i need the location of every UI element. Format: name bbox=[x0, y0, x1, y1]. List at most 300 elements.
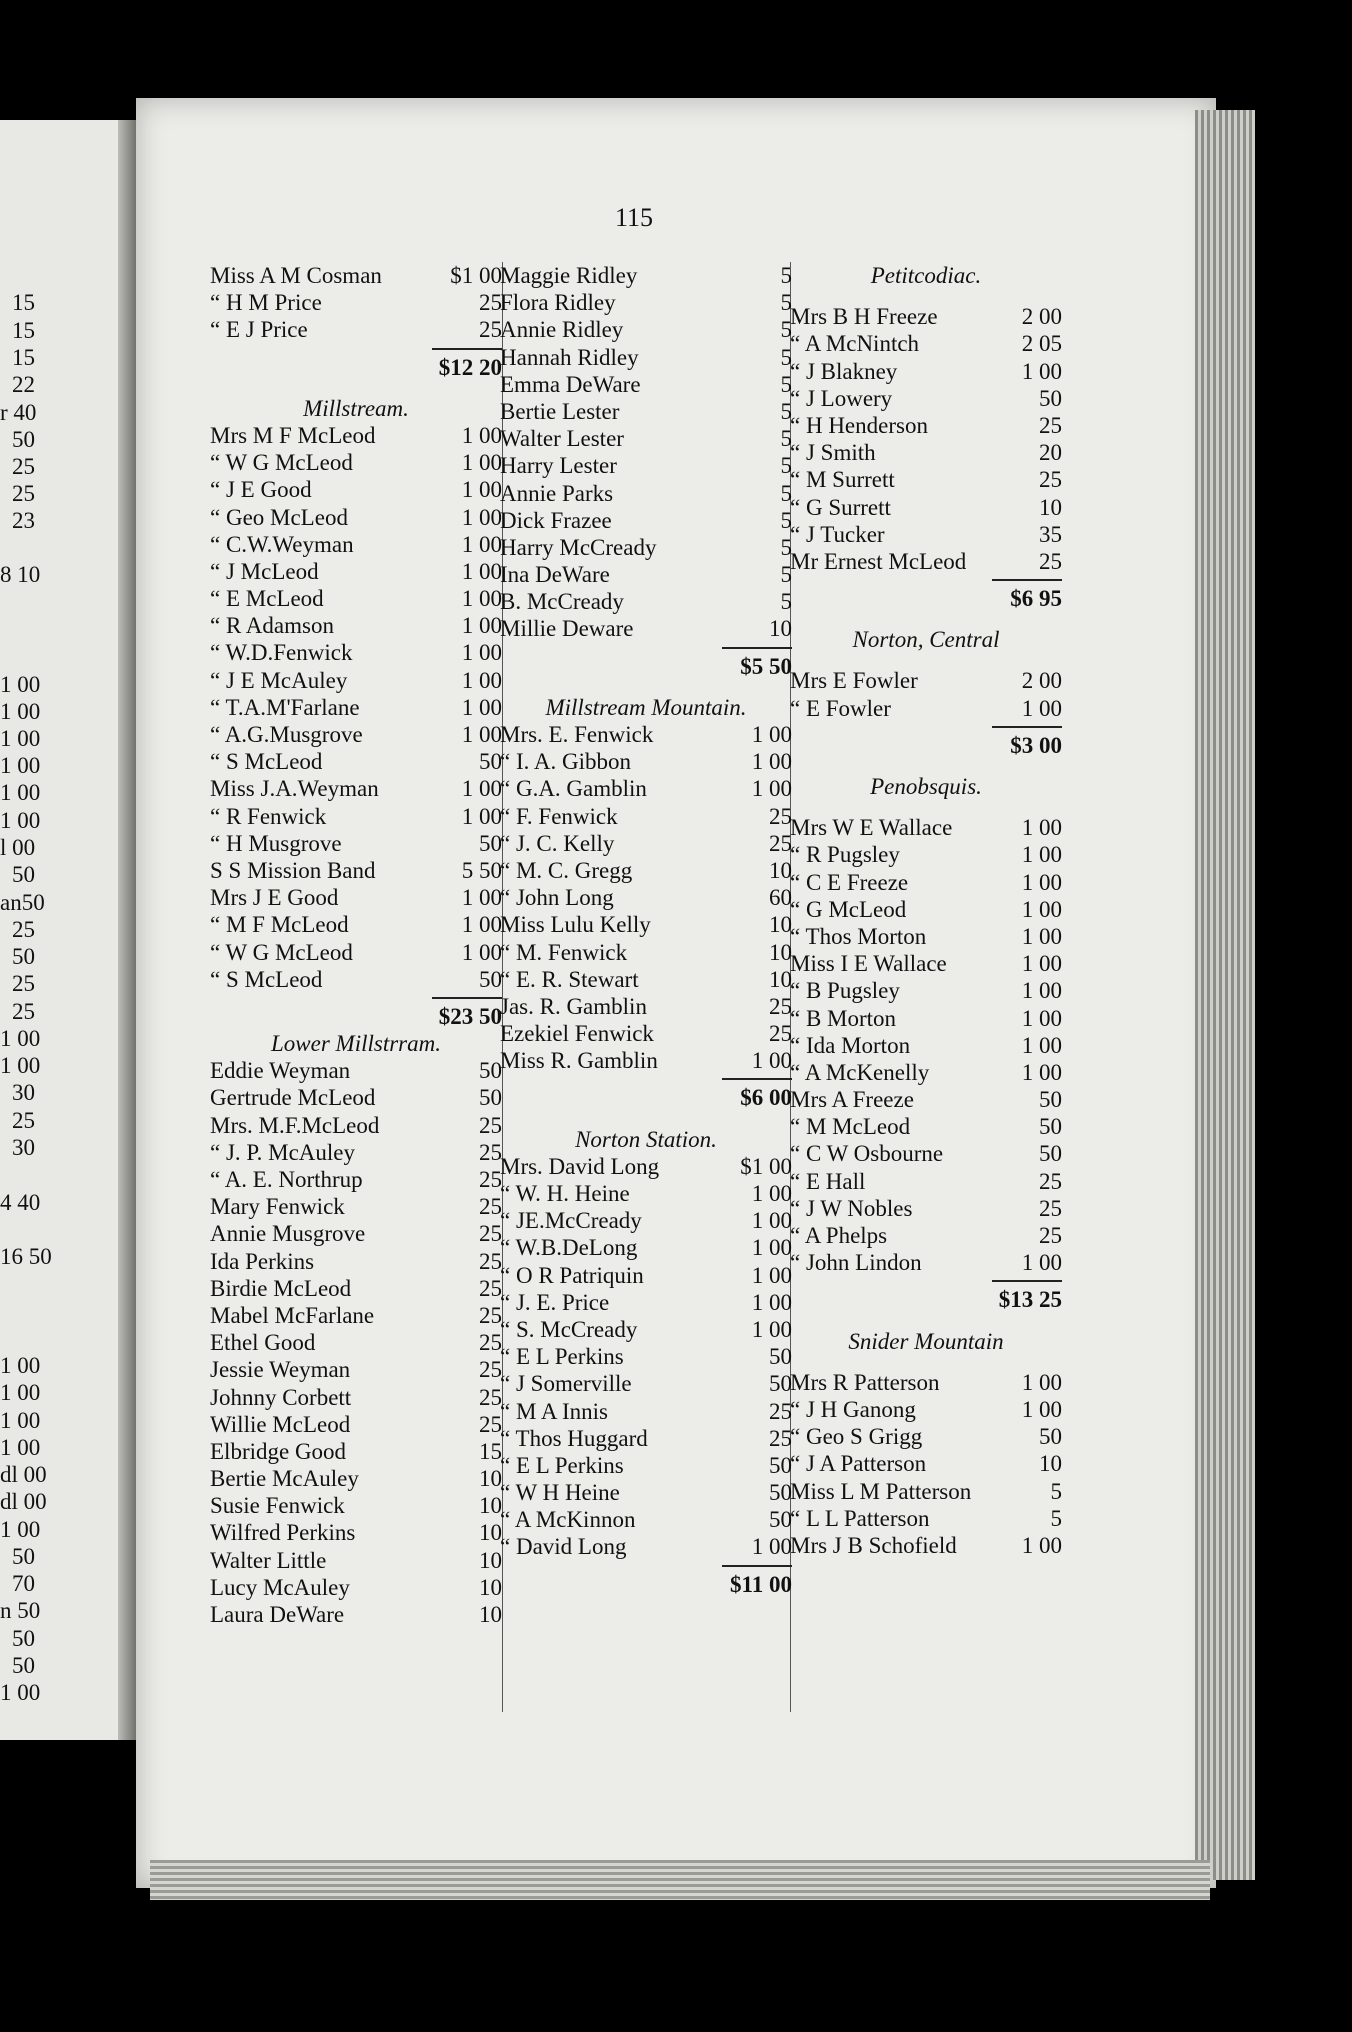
subscription-amount: 50 bbox=[769, 1507, 792, 1533]
subscription-amount: 1 00 bbox=[1021, 1005, 1062, 1031]
subscription-entry bbox=[210, 721, 502, 748]
subscription-entry bbox=[210, 1574, 502, 1601]
subscription-amount: 5 bbox=[780, 507, 792, 533]
subscriber-name: “ J Lowery bbox=[790, 385, 893, 411]
left-page-amount: 1 00 bbox=[0, 1026, 41, 1051]
total-rule bbox=[500, 1074, 792, 1084]
subscription-entry bbox=[210, 449, 502, 476]
section-heading bbox=[790, 773, 1062, 800]
subscriber-name: “ F. Fenwick bbox=[500, 803, 618, 829]
subscriber-name: “ A Phelps bbox=[790, 1223, 888, 1248]
subscriber-name: Miss L M Patterson bbox=[790, 1478, 972, 1504]
subscription-entry bbox=[500, 966, 792, 993]
left-page-amount: 1 00 bbox=[0, 699, 41, 724]
subscription-amount: 5 bbox=[780, 263, 792, 288]
subscription-amount: 1 00 bbox=[461, 640, 502, 666]
subscriber-name: Mrs E Fowler bbox=[790, 668, 918, 694]
subscriber-name: Eddie Weyman bbox=[210, 1058, 351, 1084]
subscription-amount: 10 bbox=[479, 1520, 502, 1546]
subscription-entry bbox=[790, 1369, 1062, 1396]
subscription-amount: 5 50 bbox=[461, 857, 502, 883]
total-rule bbox=[210, 993, 502, 1003]
left-page-amount: 4 40 bbox=[0, 1190, 41, 1215]
subscription-amount: 50 bbox=[1039, 385, 1062, 411]
subscriber-name: Ina DeWare bbox=[500, 562, 610, 588]
subscription-entry bbox=[790, 494, 1062, 521]
subscription-entry bbox=[790, 869, 1062, 896]
subscription-entry bbox=[790, 521, 1062, 548]
left-page-amount: 1 00 bbox=[0, 1380, 41, 1405]
subscription-entry bbox=[210, 1329, 502, 1356]
subscription-amount: 1 00 bbox=[1021, 869, 1062, 895]
subscription-amount: 25 bbox=[769, 1425, 792, 1451]
subscriber-name: “ J Smith bbox=[790, 440, 876, 466]
subscription-amount: 1 00 bbox=[461, 694, 502, 720]
left-page-amount: 1 00 bbox=[0, 726, 41, 751]
left-page-amount: 1 00 bbox=[0, 672, 41, 697]
subscriber-name: “ J W Nobles bbox=[790, 1195, 913, 1221]
total-rule bbox=[500, 643, 792, 653]
subscriber-name: “ J. C. Kelly bbox=[500, 830, 615, 856]
subscription-amount: 1 00 bbox=[751, 776, 792, 802]
subscription-amount: 1 00 bbox=[1021, 1250, 1062, 1276]
section-heading-text: Snider Mountain bbox=[848, 1328, 1004, 1354]
subscription-amount: 1 00 bbox=[1021, 842, 1062, 868]
subscription-amount: 50 bbox=[479, 1058, 502, 1084]
subscription-amount: 2 00 bbox=[1021, 668, 1062, 694]
left-page-amount: 22 bbox=[12, 372, 35, 397]
subscription-entry bbox=[500, 721, 792, 748]
rule-line bbox=[722, 1078, 792, 1080]
subscriber-name: Miss R. Gamblin bbox=[500, 1048, 658, 1074]
subscription-entry bbox=[500, 534, 792, 561]
left-page-amount: 1 00 bbox=[0, 1680, 41, 1705]
subscription-entry bbox=[500, 857, 792, 884]
subscription-entry bbox=[210, 1601, 502, 1628]
subscription-amount: 5 bbox=[780, 589, 792, 615]
subscription-entry bbox=[210, 585, 502, 612]
total-amount: $3 00 bbox=[1010, 732, 1062, 758]
subscription-amount: 50 bbox=[479, 1085, 502, 1111]
subscriber-name: Dick Frazee bbox=[500, 507, 612, 533]
section-heading bbox=[210, 1030, 502, 1057]
subscriber-name: Mabel McFarlane bbox=[210, 1302, 375, 1328]
subscriber-name: “ J. P. McAuley bbox=[210, 1139, 356, 1165]
subscription-amount: 1 00 bbox=[1021, 1369, 1062, 1395]
subscription-amount: 1 00 bbox=[751, 722, 792, 747]
subscriber-name: “ M A Innis bbox=[500, 1398, 608, 1424]
subscriber-name: Johnny Corbett bbox=[210, 1384, 352, 1410]
subscriber-name: “ J. E. Price bbox=[500, 1289, 610, 1315]
subscriber-name: “ J H Ganong bbox=[790, 1396, 916, 1422]
subscription-amount: 1 00 bbox=[751, 1534, 792, 1560]
subscription-entry bbox=[500, 1020, 792, 1047]
subscription-entry bbox=[210, 612, 502, 639]
subscription-entry bbox=[500, 507, 792, 534]
subscriber-name: “ A McNintch bbox=[790, 331, 920, 357]
total-amount: $13 25 bbox=[998, 1287, 1062, 1313]
subscriber-name: “ C E Freeze bbox=[790, 869, 909, 895]
section-heading bbox=[210, 395, 502, 422]
subscription-entry bbox=[790, 977, 1062, 1004]
subscription-entry bbox=[500, 452, 792, 479]
left-page-amount: r 40 bbox=[0, 400, 37, 425]
subscriber-name: “ J A Patterson bbox=[790, 1451, 927, 1477]
blank-row bbox=[790, 800, 1062, 814]
subscriber-name: “ J Tucker bbox=[790, 521, 885, 547]
subscriber-name: “ E Fowler bbox=[790, 695, 891, 721]
subscriber-name: “ A McKinnon bbox=[500, 1507, 636, 1533]
subscription-entry bbox=[790, 923, 1062, 950]
subscription-amount: 25 bbox=[769, 830, 792, 856]
subscription-entry bbox=[790, 439, 1062, 466]
subscription-amount: 10 bbox=[1039, 494, 1062, 520]
left-page-amount: 50 bbox=[12, 1544, 35, 1569]
subscription-entry bbox=[210, 1302, 502, 1329]
subscriber-name: “ Geo S Grigg bbox=[790, 1424, 923, 1450]
subscription-entry bbox=[500, 1316, 792, 1343]
total-amount: $23 50 bbox=[438, 1003, 502, 1029]
subscription-entry bbox=[790, 1005, 1062, 1032]
total-amount: $11 00 bbox=[730, 1571, 792, 1597]
subscriber-name: “ H Musgrove bbox=[210, 830, 342, 856]
subscriber-name: S S Mission Band bbox=[210, 857, 376, 883]
blank-row bbox=[790, 653, 1062, 667]
subscription-amount: 50 bbox=[1039, 1087, 1062, 1113]
subscription-amount: 25 bbox=[1039, 548, 1062, 574]
total-rule bbox=[210, 344, 502, 354]
left-gutter bbox=[118, 120, 138, 1740]
subscriber-name: Mrs W E Wallace bbox=[790, 815, 953, 841]
subscription-amount: 25 bbox=[479, 317, 502, 343]
left-page-amount: n 50 bbox=[0, 1598, 41, 1623]
subscription-entry bbox=[790, 1478, 1062, 1505]
subscriber-name: “ T.A.M'Farlane bbox=[210, 694, 360, 720]
subscription-amount: 25 bbox=[479, 1139, 502, 1165]
subscriber-name: Mrs. David Long bbox=[500, 1153, 660, 1179]
section-heading-text: Millstream Mountain. bbox=[545, 694, 747, 720]
subscription-amount: 10 bbox=[479, 1466, 502, 1492]
subscription-entry bbox=[210, 1275, 502, 1302]
subscription-entry bbox=[210, 1384, 502, 1411]
subscriber-name: “ B Morton bbox=[790, 1005, 897, 1031]
subscription-entry bbox=[790, 896, 1062, 923]
section-total bbox=[500, 1084, 792, 1111]
subscription-entry bbox=[500, 1479, 792, 1506]
subscription-amount: 25 bbox=[1039, 1223, 1062, 1248]
subscription-amount: 50 bbox=[769, 1344, 792, 1370]
subscription-amount: $1 00 bbox=[450, 263, 502, 288]
subscription-amount: 25 bbox=[479, 1194, 502, 1220]
rule-line bbox=[432, 997, 502, 999]
subscription-entry bbox=[210, 775, 502, 802]
subscription-amount: 1 00 bbox=[1021, 815, 1062, 841]
left-page-amount: 50 bbox=[12, 944, 35, 969]
subscription-entry bbox=[210, 1166, 502, 1193]
subscription-amount: 35 bbox=[1039, 521, 1062, 547]
subscription-amount: 1 00 bbox=[461, 803, 502, 829]
subscription-amount: 1 00 bbox=[461, 939, 502, 965]
subscriber-name: Jessie Weyman bbox=[210, 1357, 351, 1383]
subscriber-name: Lucy McAuley bbox=[210, 1574, 350, 1600]
subscription-entry bbox=[500, 316, 792, 343]
subscription-entry bbox=[210, 1084, 502, 1111]
subscription-entry bbox=[790, 303, 1062, 330]
subscription-amount: 25 bbox=[1039, 467, 1062, 493]
subscription-entry bbox=[210, 694, 502, 721]
subscriber-name: “ J E McAuley bbox=[210, 667, 348, 693]
subscriber-name: “ E J Price bbox=[210, 317, 308, 343]
section-total bbox=[500, 653, 792, 680]
subscription-entry bbox=[500, 1207, 792, 1234]
subscriber-name: Ezekiel Fenwick bbox=[500, 1021, 654, 1047]
subscription-amount: 25 bbox=[1039, 412, 1062, 438]
subscriber-name: “ Ida Morton bbox=[790, 1032, 911, 1058]
subscription-entry bbox=[790, 1505, 1062, 1532]
subscription-entry bbox=[790, 466, 1062, 493]
subscriber-name: “ E L Perkins bbox=[500, 1452, 624, 1478]
subscription-entry bbox=[210, 1411, 502, 1438]
subscriber-name: “ W H Heine bbox=[500, 1480, 620, 1506]
total-rule bbox=[790, 1276, 1062, 1286]
subscriber-name: “ O R Patriquin bbox=[500, 1262, 644, 1288]
subscription-amount: 1 00 bbox=[461, 477, 502, 503]
subscription-entry bbox=[210, 289, 502, 316]
subscription-entry bbox=[500, 1452, 792, 1479]
subscription-entry bbox=[500, 939, 792, 966]
blank-row bbox=[500, 680, 792, 694]
subscription-entry bbox=[500, 289, 792, 316]
subscription-entry bbox=[500, 748, 792, 775]
left-page-amount: 25 bbox=[12, 917, 35, 942]
subscription-entry bbox=[210, 531, 502, 558]
subscription-entry bbox=[500, 830, 792, 857]
subscription-amount: 10 bbox=[769, 966, 792, 992]
subscriber-name: “ M McLeod bbox=[790, 1114, 911, 1140]
subscription-amount: 10 bbox=[769, 939, 792, 965]
subscriber-name: “ I. A. Gibbon bbox=[500, 749, 631, 775]
subscriber-name: Mrs. E. Fenwick bbox=[500, 722, 654, 747]
subscription-amount: 25 bbox=[769, 1398, 792, 1424]
subscriber-name: Bertie Lester bbox=[500, 398, 620, 424]
subscription-amount: 1 00 bbox=[751, 1262, 792, 1288]
blank-row bbox=[500, 1112, 792, 1126]
subscription-entry bbox=[210, 966, 502, 993]
subscription-amount: 10 bbox=[1039, 1451, 1062, 1477]
subscriber-name: “ W. H. Heine bbox=[500, 1181, 630, 1206]
subscription-entry bbox=[210, 1139, 502, 1166]
subscription-entry bbox=[500, 1180, 792, 1207]
subscription-amount: 25 bbox=[479, 1167, 502, 1192]
subscriber-name: Miss I E Wallace bbox=[790, 951, 947, 977]
section-total bbox=[210, 1003, 502, 1030]
subscription-entry bbox=[210, 911, 502, 938]
subscription-entry bbox=[210, 316, 502, 343]
subscription-amount: 5 bbox=[780, 480, 792, 506]
left-page-amount: 30 bbox=[12, 1135, 35, 1160]
subscription-entry bbox=[500, 1234, 792, 1261]
subscriber-name: Mary Fenwick bbox=[210, 1194, 345, 1220]
subscription-amount: 25 bbox=[479, 1221, 502, 1247]
subscriber-name: B. McCready bbox=[500, 589, 624, 615]
subscription-entry bbox=[210, 1547, 502, 1574]
subscriber-name: “ W G McLeod bbox=[210, 450, 353, 476]
left-page-amount: 1 00 bbox=[0, 753, 41, 778]
subscriber-name: Laura DeWare bbox=[210, 1602, 345, 1627]
subscriber-name: Mrs J B Schofield bbox=[790, 1532, 957, 1558]
subscriber-name: “ S McLeod bbox=[210, 749, 323, 775]
subscription-entry bbox=[790, 1450, 1062, 1477]
subscriber-name: “ John Long bbox=[500, 885, 614, 911]
subscription-amount: 5 bbox=[780, 426, 792, 452]
subscription-amount: 1 00 bbox=[461, 912, 502, 938]
subscription-amount: 1 00 bbox=[461, 422, 502, 448]
section-heading-text: Norton Station. bbox=[575, 1126, 717, 1152]
subscription-amount: 10 bbox=[769, 857, 792, 883]
subscription-entry bbox=[790, 1195, 1062, 1222]
subscription-entry bbox=[500, 588, 792, 615]
subscription-amount: 25 bbox=[479, 1357, 502, 1383]
subscription-entry bbox=[210, 1220, 502, 1247]
subscription-amount: 25 bbox=[1039, 1168, 1062, 1194]
subscription-amount: 50 bbox=[1039, 1114, 1062, 1140]
left-page-amount: 50 bbox=[12, 1626, 35, 1651]
subscription-amount: 50 bbox=[1039, 1141, 1062, 1167]
subscription-entry bbox=[210, 1438, 502, 1465]
left-page-amount: 1 00 bbox=[0, 1517, 41, 1542]
subscription-amount: 1 00 bbox=[1021, 923, 1062, 949]
subscription-entry bbox=[500, 803, 792, 830]
subscription-amount: 1 00 bbox=[1021, 1032, 1062, 1058]
subscription-amount: 25 bbox=[479, 1384, 502, 1410]
subscription-entry bbox=[210, 857, 502, 884]
subscriber-name: Annie Musgrove bbox=[210, 1221, 366, 1247]
subscription-amount: 1 00 bbox=[1021, 978, 1062, 1004]
subscription-entry bbox=[500, 911, 792, 938]
subscription-entry bbox=[790, 358, 1062, 385]
subscription-amount: 5 bbox=[780, 317, 792, 343]
subscriber-name: “ M Surrett bbox=[790, 467, 895, 493]
subscription-amount: 50 bbox=[1039, 1424, 1062, 1450]
subscription-amount: 50 bbox=[769, 1371, 792, 1397]
section-heading bbox=[790, 1328, 1062, 1355]
subscription-amount: 10 bbox=[769, 912, 792, 938]
subscriber-name: Wilfred Perkins bbox=[210, 1520, 356, 1546]
section-heading bbox=[500, 694, 792, 721]
subscriber-name: “ W.B.DeLong bbox=[500, 1235, 638, 1261]
left-page-amount: 30 bbox=[12, 1080, 35, 1105]
blank-row bbox=[790, 759, 1062, 773]
subscription-entry bbox=[500, 1398, 792, 1425]
left-page-amount: 70 bbox=[12, 1571, 35, 1596]
subscription-amount: 50 bbox=[769, 1480, 792, 1506]
subscriber-name: Susie Fenwick bbox=[210, 1493, 345, 1519]
subscription-entry bbox=[500, 1533, 792, 1560]
left-page-amount: dl 00 bbox=[0, 1489, 47, 1514]
subscription-entry bbox=[210, 262, 502, 289]
subscriber-name: “ JE.McCready bbox=[500, 1208, 642, 1234]
subscriber-name: “ Thos Morton bbox=[790, 923, 927, 949]
subscription-amount: 1 00 bbox=[751, 1181, 792, 1206]
subscription-entry bbox=[210, 830, 502, 857]
total-rule bbox=[790, 575, 1062, 585]
page-edge bbox=[1195, 110, 1255, 1880]
subscription-amount: 1 00 bbox=[751, 1235, 792, 1261]
subscriber-name: Mrs B H Freeze bbox=[790, 304, 938, 330]
subscription-amount: 1 00 bbox=[461, 531, 502, 557]
left-page-amount: 50 bbox=[12, 427, 35, 452]
subscriber-name: Emma DeWare bbox=[500, 371, 641, 397]
subscriber-name: “ M F McLeod bbox=[210, 912, 349, 938]
section-total bbox=[790, 732, 1062, 759]
subscriber-name: “ Thos Huggard bbox=[500, 1425, 648, 1451]
subscriber-name: “ B Pugsley bbox=[790, 978, 900, 1004]
subscriber-name: “ C.W.Weyman bbox=[210, 531, 354, 557]
subscription-amount: 10 bbox=[769, 616, 792, 642]
subscriber-name: “ G McLeod bbox=[790, 896, 907, 922]
subscription-entry bbox=[790, 841, 1062, 868]
subscription-entry bbox=[790, 1222, 1062, 1249]
subscriber-name: “ E. R. Stewart bbox=[500, 966, 639, 992]
page-bottom-edge bbox=[150, 1860, 1210, 1900]
rule-line bbox=[722, 1565, 792, 1567]
subscription-amount: 50 bbox=[479, 749, 502, 775]
subscription-entry bbox=[790, 1059, 1062, 1086]
subscriber-name: Walter Lester bbox=[500, 426, 624, 452]
blank-row bbox=[790, 289, 1062, 303]
subscription-amount: 25 bbox=[479, 1275, 502, 1301]
subscription-entry bbox=[500, 884, 792, 911]
subscription-entry bbox=[790, 695, 1062, 722]
subscriber-name: “ John Lindon bbox=[790, 1250, 922, 1276]
subscription-entry bbox=[210, 504, 502, 531]
subscriber-name: Flora Ridley bbox=[500, 290, 616, 316]
subscription-entry bbox=[500, 425, 792, 452]
blank-row bbox=[210, 381, 502, 395]
subscription-entry bbox=[210, 803, 502, 830]
subscriber-name: Miss Lulu Kelly bbox=[500, 912, 651, 938]
rule-line bbox=[992, 579, 1062, 581]
subscription-entry bbox=[500, 398, 792, 425]
subscriber-name: Jas. R. Gamblin bbox=[500, 993, 647, 1019]
subscription-entry bbox=[210, 939, 502, 966]
subscription-amount: 1 00 bbox=[461, 613, 502, 639]
left-page-amount: 1 00 bbox=[0, 780, 41, 805]
subscriber-name: “ J Somerville bbox=[500, 1371, 632, 1397]
subscription-amount: 2 05 bbox=[1021, 331, 1062, 357]
subscriber-name: Gertrude McLeod bbox=[210, 1085, 376, 1111]
subscription-amount: 5 bbox=[780, 398, 792, 424]
subscription-entry bbox=[790, 1168, 1062, 1195]
left-page-amount: 1 00 bbox=[0, 1053, 41, 1078]
subscription-entry bbox=[210, 639, 502, 666]
subscription-amount: 15 bbox=[479, 1438, 502, 1464]
subscription-entry bbox=[500, 262, 792, 289]
subscriber-name: “ S McLeod bbox=[210, 966, 323, 992]
subscriber-name: Mrs J E Good bbox=[210, 885, 339, 911]
subscription-amount: 5 bbox=[780, 371, 792, 397]
section-heading-text: Norton, Central bbox=[852, 627, 1000, 653]
subscriber-name: “ E McLeod bbox=[210, 586, 324, 612]
subscription-entry bbox=[500, 371, 792, 398]
subscription-entry bbox=[790, 814, 1062, 841]
subscriber-name: “ J Blakney bbox=[790, 358, 898, 384]
subscription-entry bbox=[790, 950, 1062, 977]
left-page-amount: l 00 bbox=[0, 835, 36, 860]
subscription-amount: 25 bbox=[479, 1112, 502, 1138]
left-page-amount: 25 bbox=[12, 971, 35, 996]
subscriber-name: “ G Surrett bbox=[790, 494, 891, 520]
